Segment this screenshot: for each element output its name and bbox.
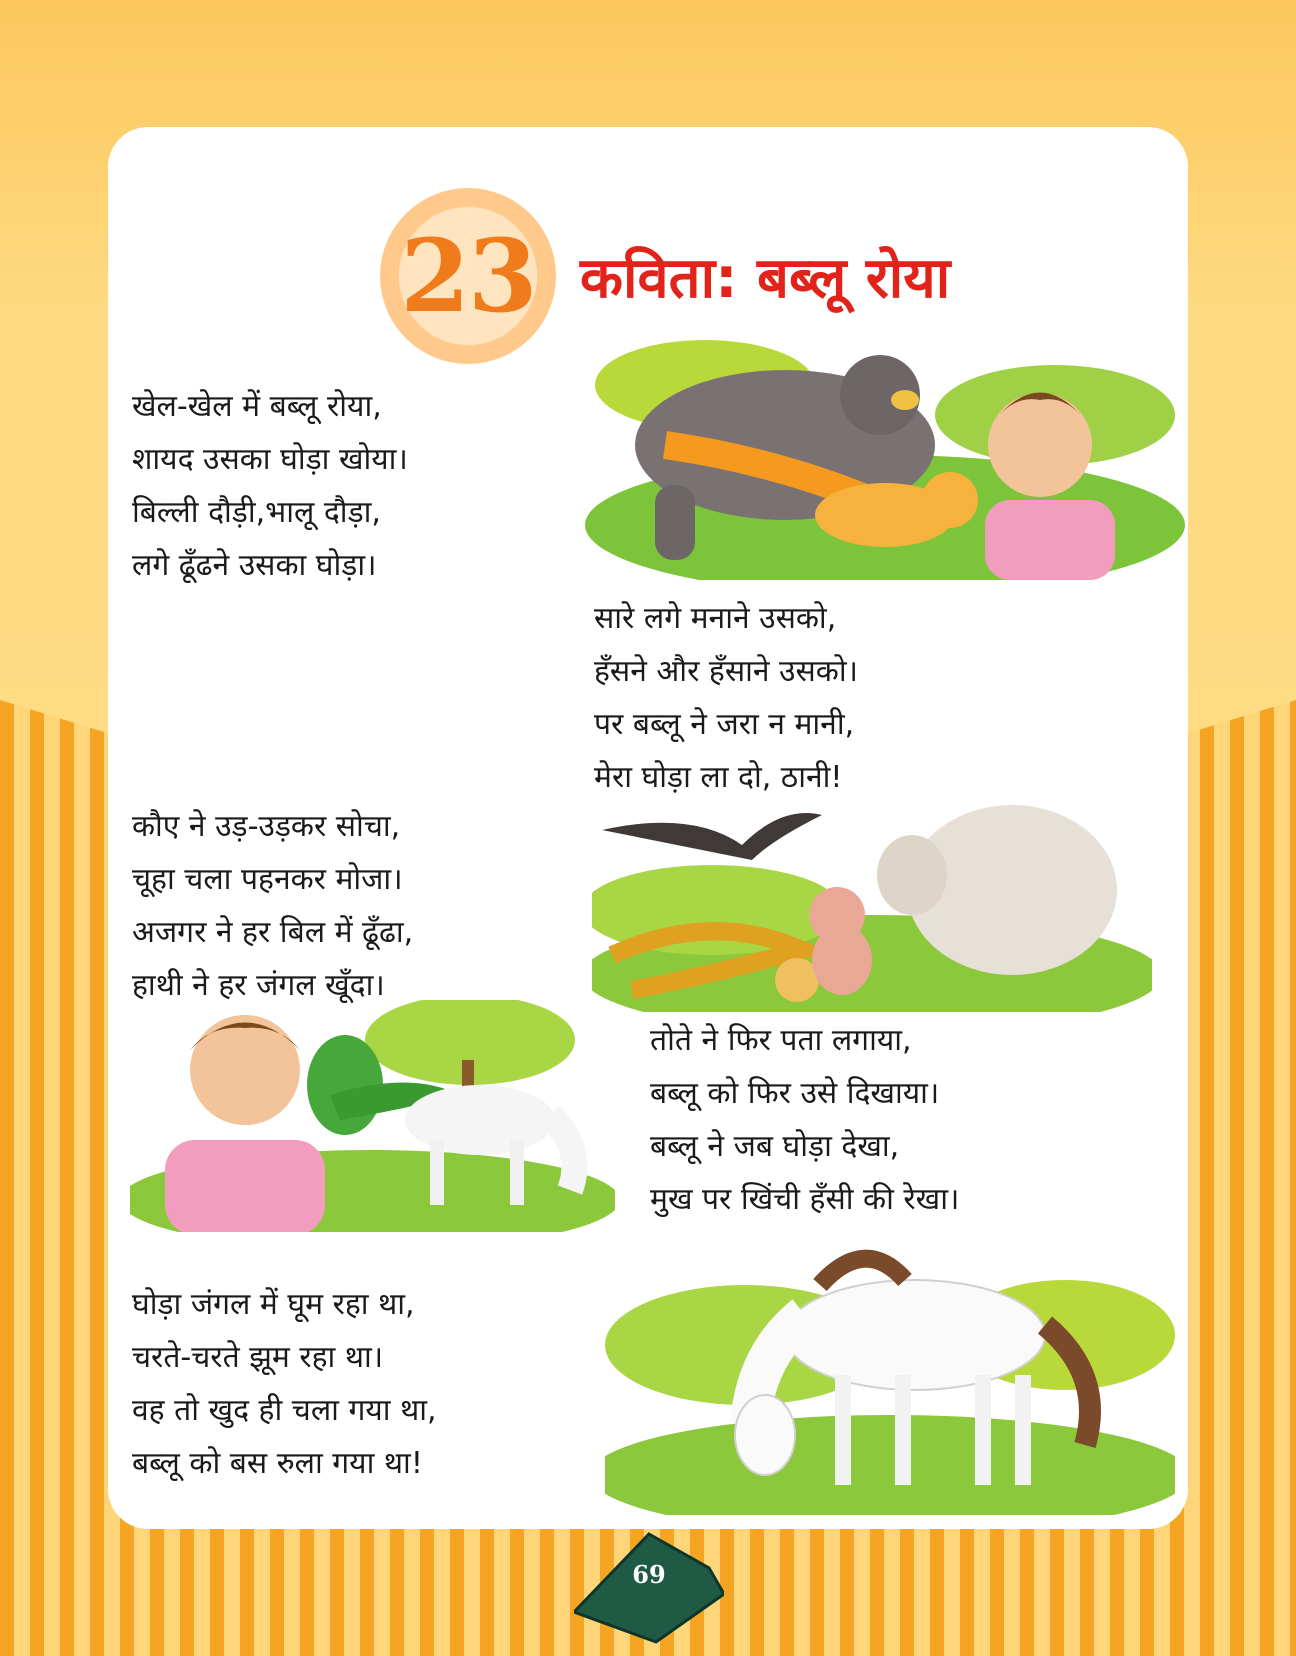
page-number: 69 xyxy=(632,1560,666,1589)
stanza-4 xyxy=(650,1014,959,1226)
page-title: कविता: बब्लू रोया xyxy=(580,246,951,311)
poem-line: पर बब्लू ने जरा न मानी, xyxy=(594,707,855,742)
poem-line: तोते ने फिर पता लगाया, xyxy=(650,1023,912,1058)
poem-line: हँसने और हँसाने उसको। xyxy=(594,654,858,689)
poem-line: चरते-चरते झूम रहा था। xyxy=(132,1340,384,1375)
illustration-bear-cat-boy xyxy=(585,325,1185,580)
illustration-boy-parrot-horse xyxy=(130,1000,615,1232)
illustration-grazing-horse xyxy=(605,1225,1175,1515)
poem-line: बिल्ली दौड़ी,भालू दौड़ा, xyxy=(132,495,381,530)
poem-line: बब्लू को फिर उसे दिखाया। xyxy=(650,1076,940,1111)
stanza-2 xyxy=(594,592,858,804)
poem-line: कौए ने उड़-उड़कर सोचा, xyxy=(132,809,401,844)
poem-line: चूहा चला पहनकर मोजा। xyxy=(132,862,403,897)
poem-line: सारे लगे मनाने उसको, xyxy=(594,601,837,636)
poem-line: वह तो खुद ही चला गया था, xyxy=(132,1393,437,1428)
poem-line: मेरा घोड़ा ला दो, ठानी! xyxy=(594,760,843,795)
stanza-1 xyxy=(132,380,408,592)
stanza-5 xyxy=(132,1278,437,1490)
lesson-number-badge xyxy=(380,188,556,364)
poem-line: हाथी ने हर जंगल खूँदा। xyxy=(132,968,385,1003)
poem-line: लगे ढूँढने उसका घोड़ा। xyxy=(132,548,377,583)
illustration-crow-snake-mouse-elephant xyxy=(592,800,1152,1012)
poem-line: मुख पर खिंची हँसी की रेखा। xyxy=(650,1182,960,1217)
poem-line: अजगर ने हर बिल में ढूँढा, xyxy=(132,915,414,950)
poem-line: बब्लू को बस रुला गया था! xyxy=(132,1446,423,1481)
lesson-number: 23 xyxy=(400,217,536,335)
stanza-3 xyxy=(132,800,413,1012)
poem-line: बब्लू ने जब घोड़ा देखा, xyxy=(650,1129,900,1164)
poem-line: घोड़ा जंगल में घूम रहा था, xyxy=(132,1287,415,1322)
poem-line: शायद उसका घोड़ा खोया। xyxy=(132,442,408,477)
poem-line: खेल-खेल में बब्लू रोया, xyxy=(132,389,382,424)
